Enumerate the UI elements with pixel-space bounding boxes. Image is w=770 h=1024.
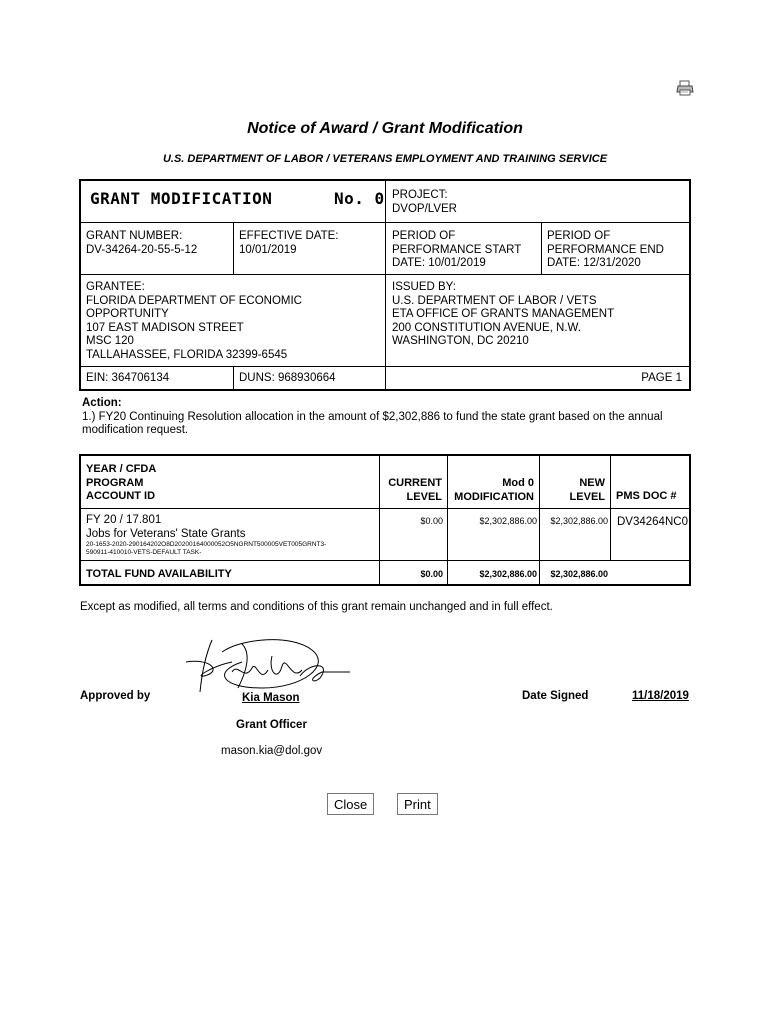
funding-header-modification [447, 475, 539, 506]
header-current-2: LEVEL [406, 490, 442, 503]
pop-end-label-1: PERIOD OF [547, 230, 611, 242]
signer-name: Kia Mason [242, 692, 300, 704]
issued-by-label: ISSUED BY: [392, 281, 456, 293]
signature-image [182, 632, 352, 696]
total-modification: $2,302,886.00 [479, 569, 537, 579]
issued-by-line: WASHINGTON, DC 20210 [392, 335, 529, 347]
row-current: $0.00 [420, 516, 443, 526]
page-title: Notice of Award / Grant Modification [247, 120, 523, 137]
total-label: TOTAL FUND AVAILABILITY [86, 568, 232, 580]
header-new-1: NEW [579, 477, 605, 489]
print-button[interactable]: Print [397, 793, 438, 815]
project-block [387, 187, 462, 218]
grantee-block [81, 279, 307, 364]
action-line-1: 1.) FY20 Continuing Resolution allocation in the amount of $2,302,886 to fund the state grant based on the annual [82, 410, 663, 423]
total-new: $2,302,886.00 [550, 569, 608, 579]
effective-date-value: 10/01/2019 [239, 243, 297, 256]
header-program: PROGRAM [86, 476, 144, 489]
funding-header-pms: PMS DOC # [616, 490, 677, 502]
close-button[interactable]: Close [327, 793, 374, 815]
header-account-id: ACCOUNT ID [86, 490, 156, 502]
table-row [81, 512, 379, 559]
grantee-line: OPPORTUNITY [86, 308, 169, 320]
project-label: PROJECT: [392, 189, 448, 201]
header-mod-1: Mod 0 [502, 477, 534, 489]
page-subtitle: U.S. DEPARTMENT OF LABOR / VETERANS EMPLOYMENT AND TRAINING SERVICE [162, 153, 608, 165]
total-current: $0.00 [420, 569, 443, 579]
grant-modification-heading: GRANT MODIFICATION [90, 189, 273, 208]
effective-date-block [234, 228, 343, 259]
signer-email: mason.kia@dol.gov [221, 745, 323, 757]
pop-start-value: DATE: 10/01/2019 [392, 257, 486, 269]
grant-number-block [81, 228, 202, 259]
row-year-cfda: FY 20 / 17.801 [86, 514, 162, 526]
funding-header-account [81, 461, 161, 506]
header-new-2: LEVEL [569, 490, 605, 503]
funding-header-current [379, 475, 447, 506]
issued-by-line: 200 CONSTITUTION AVENUE, N.W. [392, 321, 581, 334]
row-program: Jobs for Veterans' State Grants [86, 527, 246, 540]
grant-number-label: GRANT NUMBER: [86, 230, 183, 242]
row-modification: $2,302,886.00 [479, 516, 537, 526]
pop-start-label-2: PERFORMANCE START [392, 243, 522, 256]
date-signed-label: Date Signed [522, 690, 589, 702]
signer-title: Grant Officer [236, 719, 307, 731]
row-new: $2,302,886.00 [550, 516, 608, 526]
row-account-id-2: 590911-410010-VETS-DEFAULT TASK- [86, 549, 202, 556]
pop-start-label-1: PERIOD OF [392, 230, 456, 242]
grantee-line: FLORIDA DEPARTMENT OF ECONOMIC [86, 294, 302, 307]
printer-icon[interactable] [676, 80, 694, 96]
effective-date-label: EFFECTIVE DATE: [239, 230, 339, 242]
action-label: Action: [82, 397, 122, 409]
funding-table [79, 454, 691, 586]
date-signed-value: 11/18/2019 [632, 690, 689, 702]
award-header-box [79, 179, 691, 391]
header-year-cfda: YEAR / CFDA [86, 463, 157, 475]
action-section [82, 397, 682, 438]
ein: EIN: 364706134 [86, 372, 170, 384]
pop-start-block [387, 228, 526, 273]
duns: DUNS: 968930664 [239, 372, 336, 384]
issued-by-line: ETA OFFICE OF GRANTS MANAGEMENT [392, 308, 615, 320]
row-account-id-1: 20-1653-2020-290164202O8D20200164000052O5NGRNT500005VET005GRNT3- [86, 541, 327, 548]
action-line-2: modification request. [82, 424, 189, 436]
project-value: DVOP/LVER [392, 202, 457, 215]
grant-number-value: DV-34264-20-55-5-12 [86, 243, 198, 256]
header-mod-2: MODIFICATION [454, 490, 534, 503]
grantee-label: GRANTEE: [86, 281, 145, 293]
grantee-line: TALLAHASSEE, FLORIDA 32399-6545 [86, 348, 288, 361]
page-number: PAGE 1 [641, 372, 682, 384]
pop-end-label-2: PERFORMANCE END [547, 243, 664, 256]
funding-header-new [539, 475, 610, 506]
issued-by-block [387, 279, 619, 351]
header-current-1: CURRENT [388, 477, 442, 489]
approved-by-label: Approved by [80, 690, 151, 702]
issued-by-line: U.S. DEPARTMENT OF LABOR / VETS [392, 294, 597, 307]
grantee-line: 107 EAST MADISON STREET [86, 321, 244, 334]
modification-number: No. 0 [334, 189, 385, 208]
pop-end-value: DATE: 12/31/2020 [547, 257, 641, 269]
terms-statement: Except as modified, all terms and conditions of this grant remain unchanged and in full effect. [80, 601, 553, 613]
grantee-line: MSC 120 [86, 335, 134, 347]
pop-end-block [542, 228, 669, 273]
row-pms: DV34264NC0 [617, 516, 688, 528]
